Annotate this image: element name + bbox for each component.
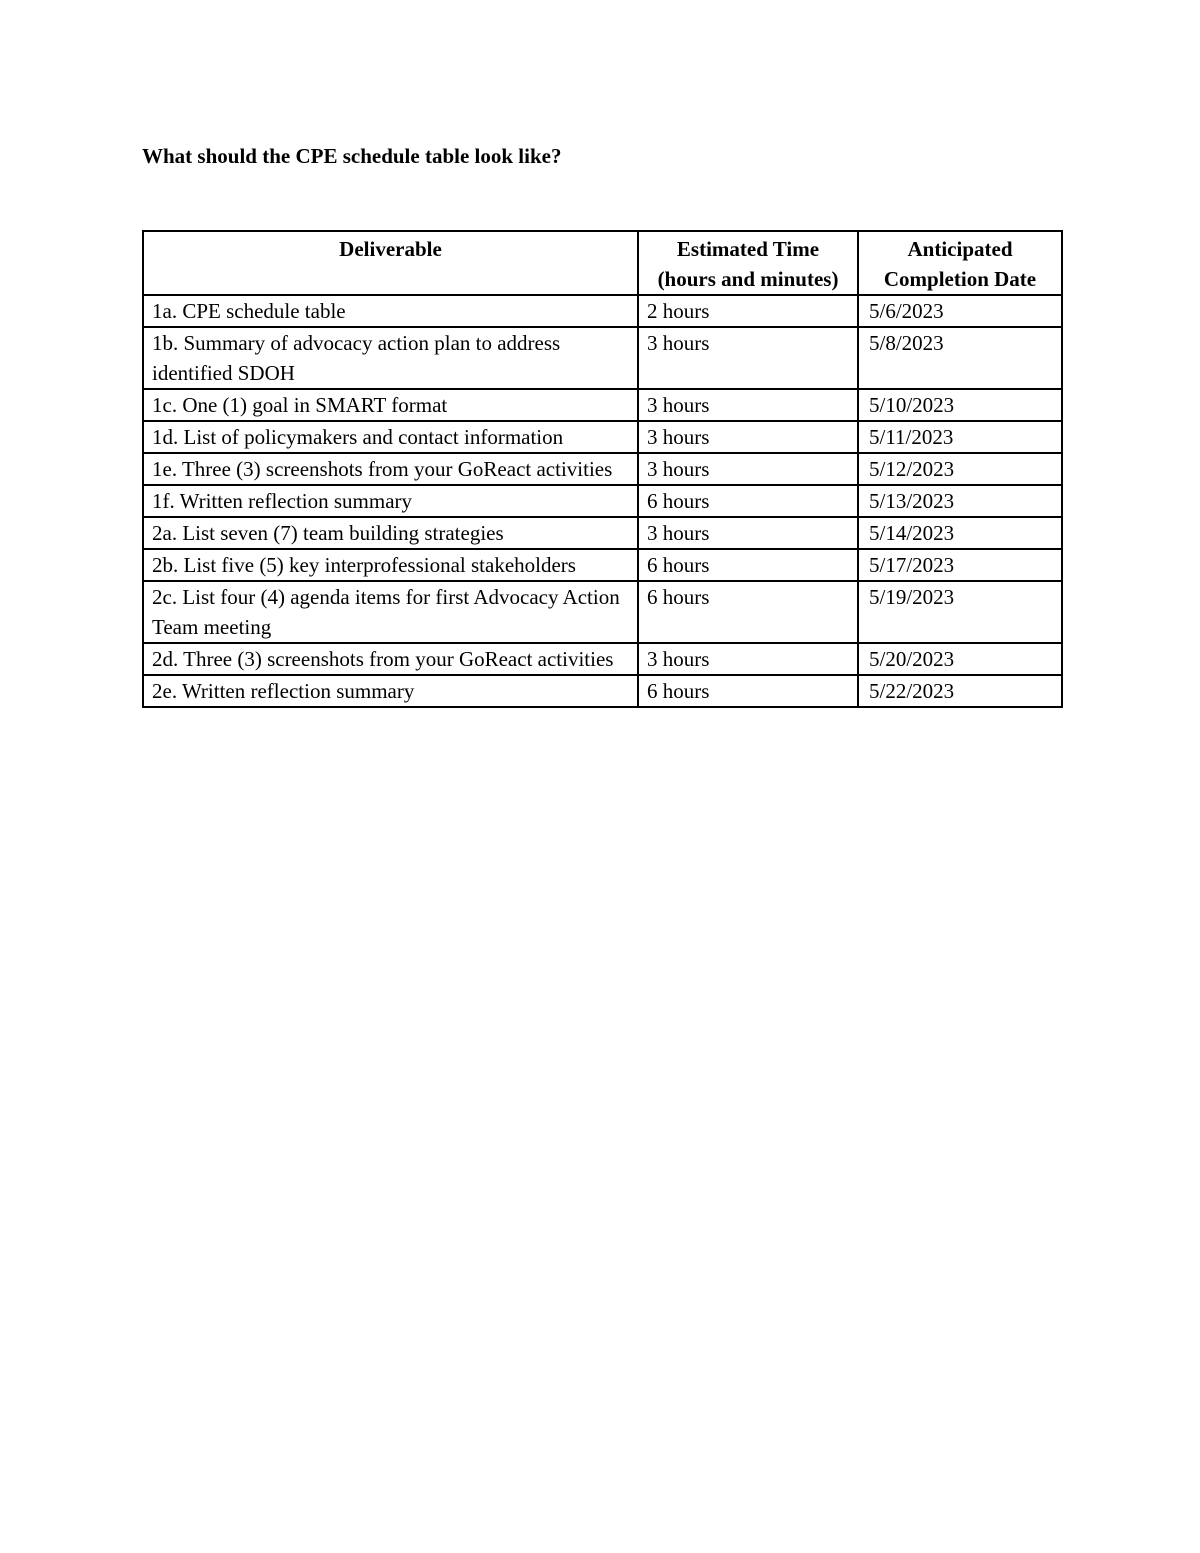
deliverable-cell: 2a. List seven (7) team building strategies bbox=[143, 517, 638, 549]
time-cell: 3 hours bbox=[638, 327, 858, 389]
table-row bbox=[143, 517, 1062, 549]
deliverable-cell: 2c. List four (4) agenda items for first Advocacy Action Team meeting bbox=[143, 581, 638, 643]
deliverable-cell: 1d. List of policymakers and contact information bbox=[143, 421, 638, 453]
page-heading: What should the CPE schedule table look like? bbox=[142, 144, 562, 168]
time-cell: 3 hours bbox=[638, 517, 858, 549]
time-cell: 2 hours bbox=[638, 295, 858, 327]
time-cell: 3 hours bbox=[638, 421, 858, 453]
deliverable-cell: 1f. Written reflection summary bbox=[143, 485, 638, 517]
date-cell: 5/14/2023 bbox=[858, 517, 1062, 549]
date-cell: 5/11/2023 bbox=[858, 421, 1062, 453]
date-cell: 5/10/2023 bbox=[858, 389, 1062, 421]
table-row bbox=[143, 421, 1062, 453]
header-completion-date: Anticipated Completion Date bbox=[858, 231, 1062, 295]
deliverable-cell: 2e. Written reflection summary bbox=[143, 675, 638, 707]
table-row bbox=[143, 485, 1062, 517]
deliverable-cell: 1b. Summary of advocacy action plan to address identified SDOH bbox=[143, 327, 638, 389]
time-cell: 6 hours bbox=[638, 675, 858, 707]
table-row bbox=[143, 643, 1062, 675]
table-row bbox=[143, 675, 1062, 707]
header-deliverable: Deliverable bbox=[143, 231, 638, 295]
date-cell: 5/19/2023 bbox=[858, 581, 1062, 643]
table-row bbox=[143, 453, 1062, 485]
date-cell: 5/20/2023 bbox=[858, 643, 1062, 675]
date-cell: 5/22/2023 bbox=[858, 675, 1062, 707]
date-cell: 5/17/2023 bbox=[858, 549, 1062, 581]
table-header-row bbox=[143, 231, 1062, 295]
date-cell: 5/8/2023 bbox=[858, 327, 1062, 389]
deliverable-cell: 1c. One (1) goal in SMART format bbox=[143, 389, 638, 421]
cpe-schedule-table bbox=[142, 230, 1063, 708]
table-row bbox=[143, 549, 1062, 581]
deliverable-cell: 2b. List five (5) key interprofessional stakeholders bbox=[143, 549, 638, 581]
date-cell: 5/13/2023 bbox=[858, 485, 1062, 517]
table-row bbox=[143, 327, 1062, 389]
header-estimated-time: Estimated Time (hours and minutes) bbox=[638, 231, 858, 295]
time-cell: 6 hours bbox=[638, 581, 858, 643]
table-row bbox=[143, 295, 1062, 327]
time-cell: 3 hours bbox=[638, 453, 858, 485]
time-cell: 6 hours bbox=[638, 549, 858, 581]
table-row bbox=[143, 389, 1062, 421]
deliverable-cell: 2d. Three (3) screenshots from your GoReact activities bbox=[143, 643, 638, 675]
table-row bbox=[143, 581, 1062, 643]
date-cell: 5/12/2023 bbox=[858, 453, 1062, 485]
date-cell: 5/6/2023 bbox=[858, 295, 1062, 327]
time-cell: 6 hours bbox=[638, 485, 858, 517]
deliverable-cell: 1e. Three (3) screenshots from your GoReact activities bbox=[143, 453, 638, 485]
time-cell: 3 hours bbox=[638, 643, 858, 675]
time-cell: 3 hours bbox=[638, 389, 858, 421]
deliverable-cell: 1a. CPE schedule table bbox=[143, 295, 638, 327]
